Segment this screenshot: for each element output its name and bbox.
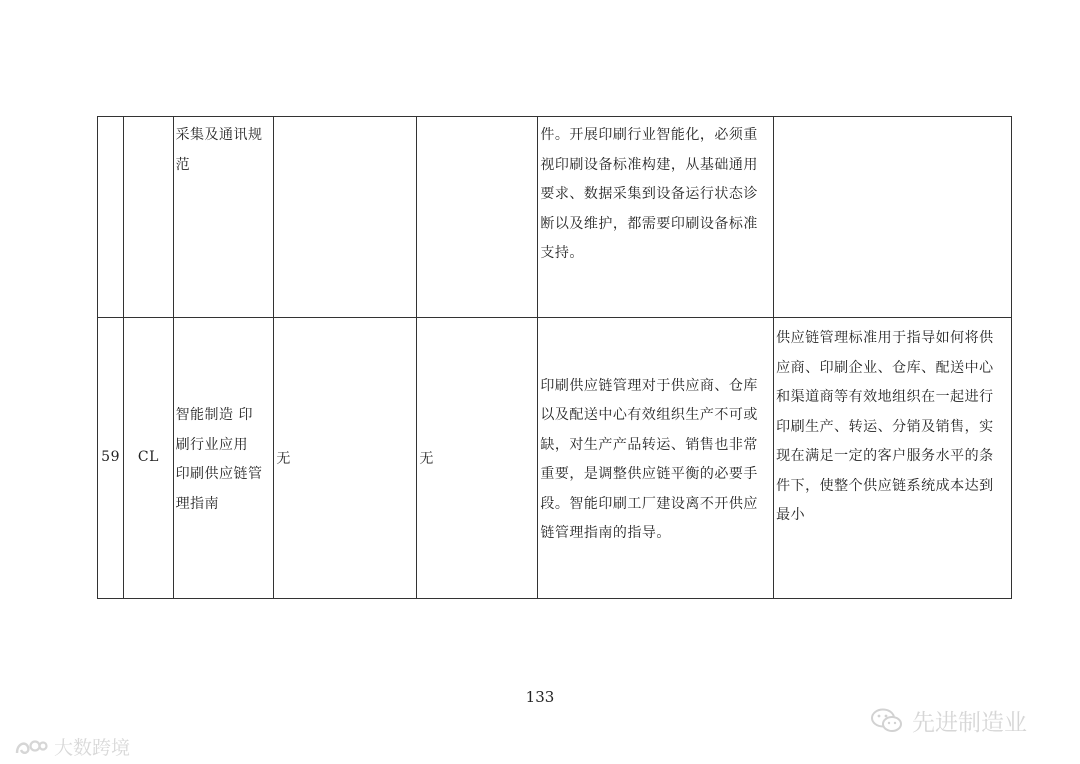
- cell-col5: [417, 117, 538, 318]
- cell-number: 59: [98, 318, 124, 599]
- cell-type: [124, 117, 173, 318]
- cell-standard-name: [173, 318, 274, 599]
- text-line: 供应链管理标准用于指导如何将供: [776, 330, 994, 346]
- text-line: 断以及维护，都需要印刷设备标准: [540, 215, 758, 232]
- text-line: 重要，是调整供应链平衡的必要手: [540, 466, 758, 482]
- text-line: 理指南: [175, 495, 220, 512]
- table-row: [98, 117, 1012, 318]
- watermark-left: [14, 733, 130, 760]
- text-line: 链管理指南的指导。: [540, 525, 671, 541]
- text-line: 范: [175, 156, 191, 173]
- text-line: 采集及通讯规: [175, 127, 263, 143]
- text-line: 智能制造 印: [175, 407, 254, 423]
- text-line: 应商、印刷企业、仓库、配送中心: [776, 359, 994, 376]
- text-line: 以及配送中心有效组织生产不可或: [540, 407, 758, 423]
- text-line: 缺，对生产产品转运、销售也非常: [540, 436, 758, 453]
- text-line: 视印刷设备标准构建，从基础通用: [540, 156, 758, 173]
- cell-col5: [417, 318, 538, 599]
- standards-table: [97, 116, 1012, 599]
- watermark-text: 大数跨境: [54, 737, 131, 759]
- text-line: 印刷供应链管理对于供应商、仓库: [540, 377, 758, 394]
- wechat-icon: [870, 707, 904, 735]
- page-number: 133: [525, 688, 555, 706]
- cell-col4: [274, 117, 417, 318]
- table-row: [98, 318, 1012, 599]
- text-line: 和渠道商等有效地组织在一起进行: [776, 389, 994, 405]
- text-line: 印刷生产、转运、分销及销售，实: [776, 418, 994, 435]
- text-line: 现在满足一定的客户服务水平的条: [776, 448, 994, 464]
- text-line: 印刷供应链管: [175, 466, 263, 482]
- text-line: 最小: [776, 507, 806, 523]
- cell-purpose: [774, 117, 1012, 318]
- text-line: 段。智能印刷工厂建设离不开供应: [540, 495, 758, 512]
- text-line: 件。开展印刷行业智能化，必须重: [540, 127, 758, 143]
- cell-description: [538, 117, 774, 318]
- text-line: 要求、数据采集到设备运行状态诊: [540, 186, 758, 202]
- logo-icon: [14, 737, 48, 757]
- cell-value: 无: [419, 451, 434, 468]
- cell-type: CL: [124, 318, 173, 599]
- cell-description: [538, 318, 774, 599]
- watermark-right: [870, 704, 1027, 737]
- cell-purpose: [774, 318, 1012, 599]
- cell-standard-name: [173, 117, 274, 318]
- cell-value: 无: [276, 451, 291, 468]
- text-line: 支持。: [540, 245, 584, 261]
- watermark-text: 先进制造业: [912, 710, 1027, 736]
- cell-col4: [274, 318, 417, 599]
- text-line: 刷行业应用: [175, 436, 249, 453]
- cell-number: [98, 117, 124, 318]
- text-line: 件下，使整个供应链系统成本达到: [776, 477, 994, 494]
